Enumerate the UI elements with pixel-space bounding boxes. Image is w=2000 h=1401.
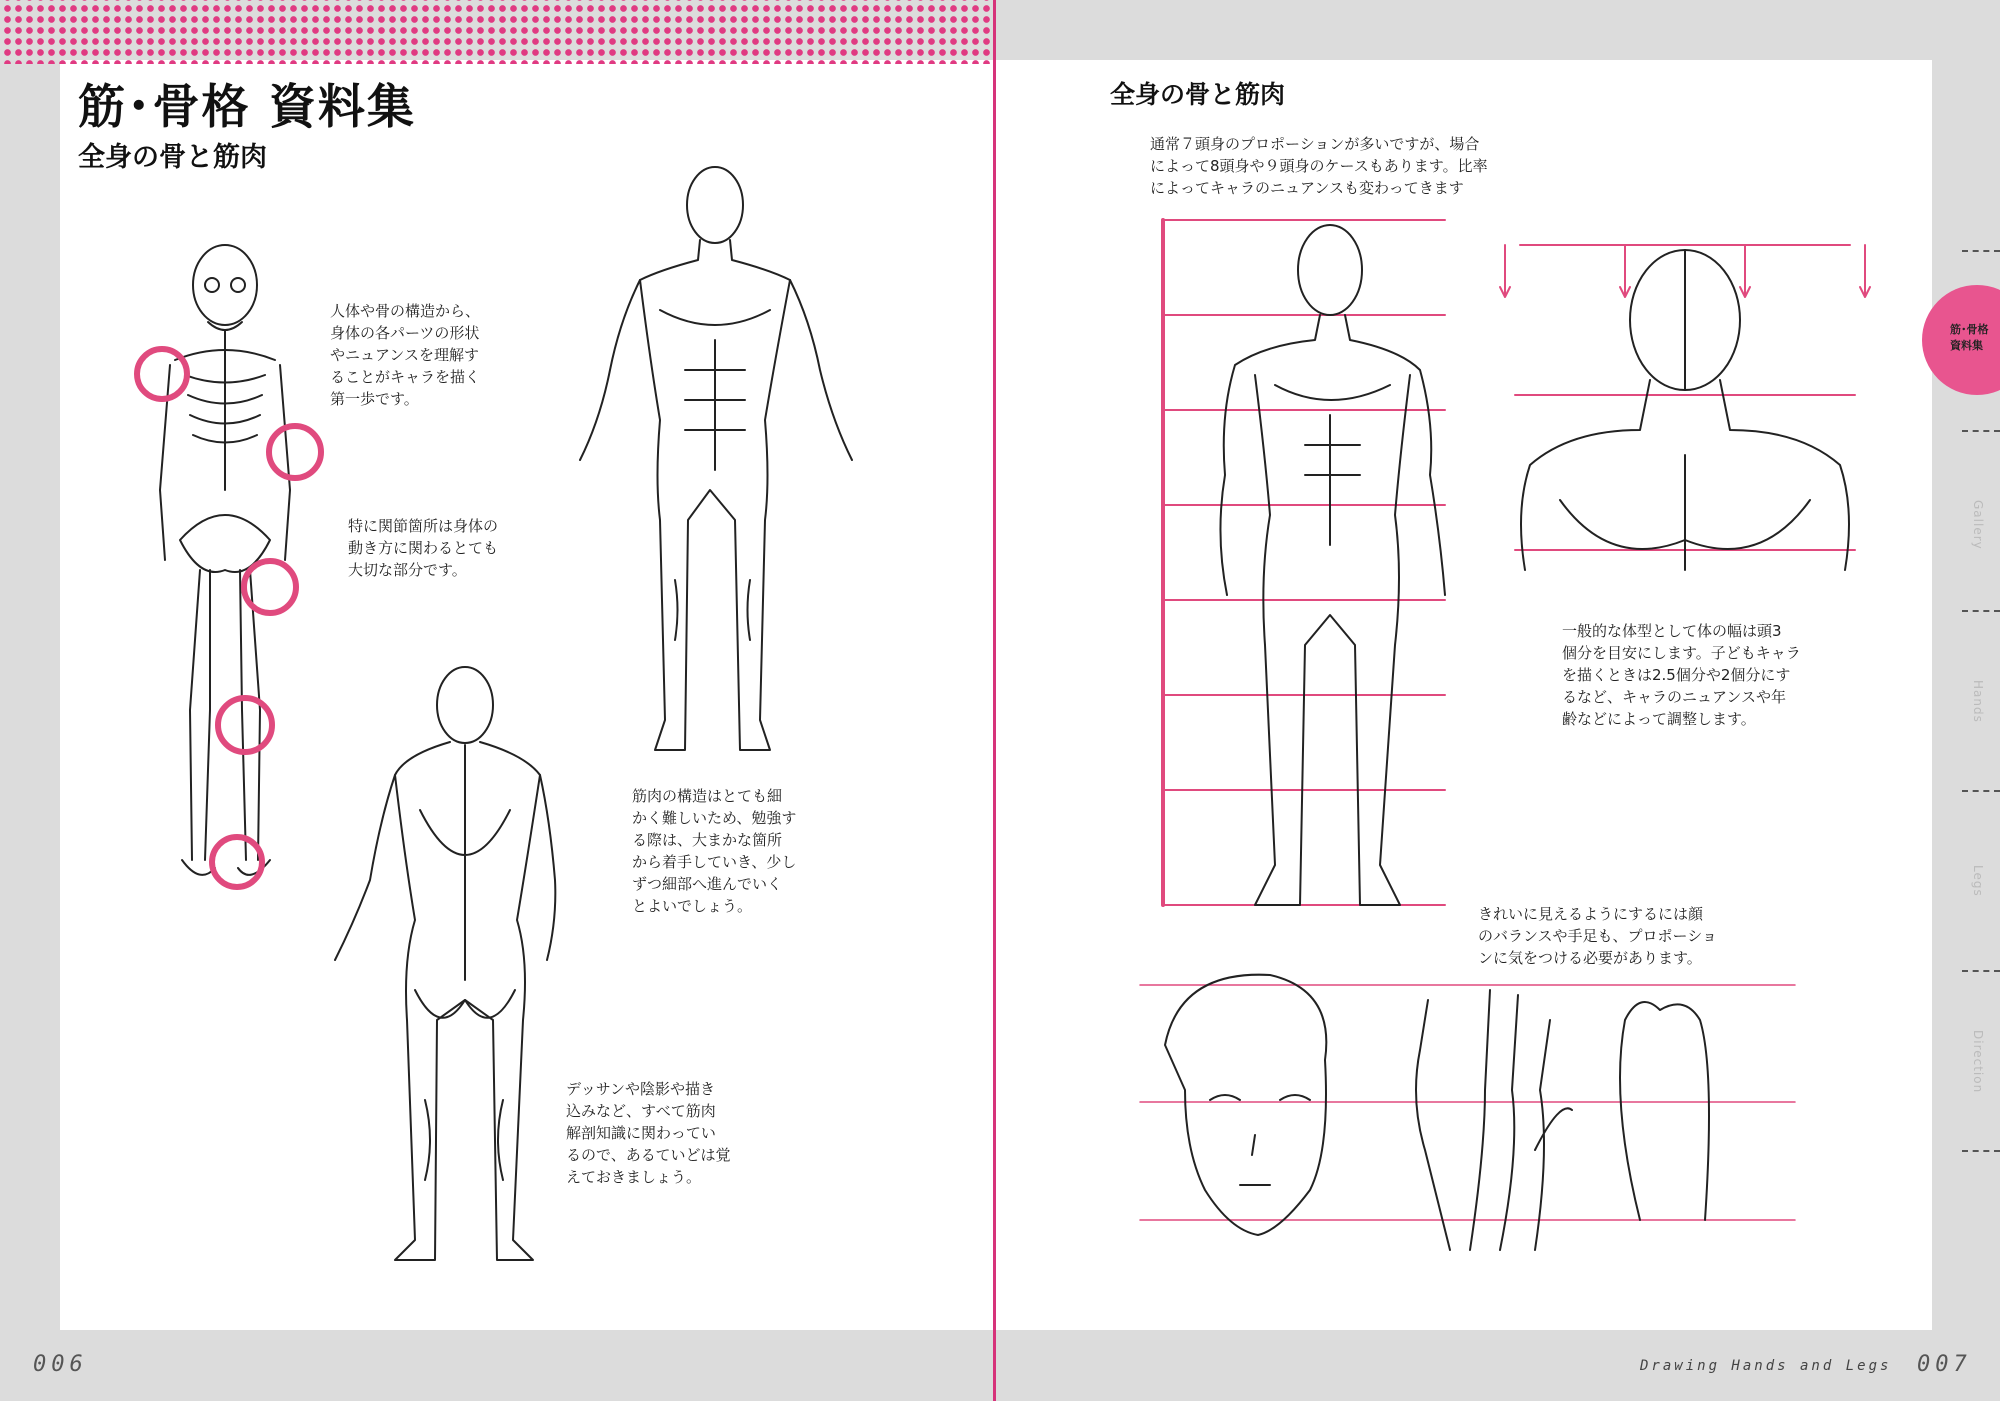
muscle-front-illustration (560, 160, 880, 770)
tab-divider (1962, 250, 2000, 252)
note-width: 一般的な体型として体の幅は頭3 個分を目安にします。子どもキャラ を描くときは2.5個分や2個分にす るなど、キャラのニュアンスや年 齢などによって調整します。 (1562, 622, 1801, 728)
tab-hands[interactable]: Hands (1971, 680, 1985, 723)
page-title: 筋･骨格 資料集 (78, 80, 416, 135)
note-joints: 特に関節箇所は身体の 動き方に関わるとても 大切な部分です。 (348, 517, 499, 579)
face-hand-foot-figure (1140, 950, 1800, 1280)
note-proportion: 通常７頭身のプロポーションが多いですが、場合 によって8頭身や９頭身のケースもあります。比率 によってキャラのニュアンスも変わってきます (1150, 135, 1488, 197)
page-spine (993, 0, 996, 1401)
muscle-back-illustration (325, 660, 575, 1290)
note-muscles: 筋肉の構造はとても細 かく難しいため、勉強す る際は、大まかな箇所 から着手していき、少し ずつ細部へ進んでいく とよいでしょう。 (632, 787, 797, 915)
note-balance: きれいに見えるようにするには顔 のバランスや手足も、プロポーショ ンに気をつける必要があります。 (1478, 905, 1717, 967)
tab-divider (1962, 610, 2000, 612)
right-heading: 全身の骨と筋肉 (1110, 80, 1286, 109)
tab-divider (1962, 790, 2000, 792)
running-title: Drawing Hands and Legs (1640, 1358, 1892, 1374)
tab-divider (1962, 430, 2000, 432)
tab-gallery[interactable]: Gallery (1971, 500, 1985, 550)
tab-direction[interactable]: Direction (1971, 1030, 1985, 1094)
left-page-number: 006 (33, 1352, 88, 1377)
shoulder-width-figure (1500, 240, 1870, 600)
tab-legs[interactable]: Legs (1971, 865, 1985, 897)
dot-pattern-band (0, 0, 995, 64)
proportion-figure (1155, 215, 1455, 915)
active-section-label: 筋･骨格 資料集 (1950, 323, 1989, 352)
note-dessin: デッサンや陰影や描き 込みなど、すべて筋肉 解剖知識に関わってい るので、あるていどは覚 えておきましょう。 (566, 1080, 731, 1186)
skeleton-illustration (130, 240, 330, 900)
note-skeleton: 人体や骨の構造から、 身体の各パーツの形状 やニュアンスを理解す ることがキャラを描く 第一歩です。 (330, 302, 481, 408)
tab-divider (1962, 970, 2000, 972)
left-subtitle: 全身の骨と筋肉 (78, 142, 267, 173)
tab-divider (1962, 1150, 2000, 1152)
right-page-number: 007 (1917, 1352, 1972, 1377)
